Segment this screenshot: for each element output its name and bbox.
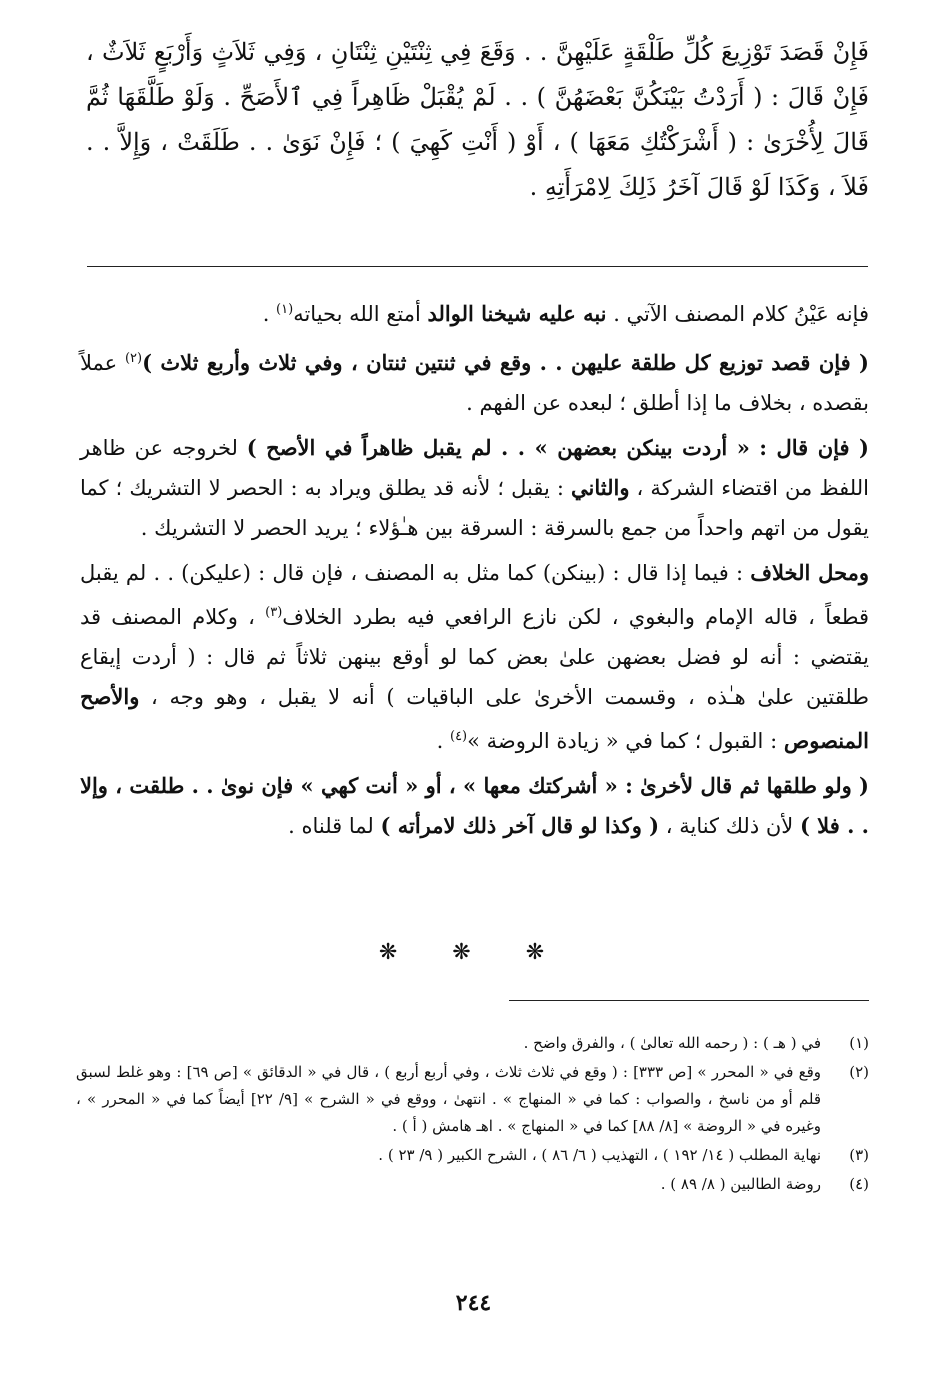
section-separator-stars: ❋ ❋ ❋ bbox=[378, 940, 569, 965]
emphasis: ومحل الخلاف bbox=[750, 560, 870, 585]
footnote-text: روضة الطالبين ( ٨/ ٨٩ ) . bbox=[660, 1175, 821, 1193]
footnote-item bbox=[76, 1142, 869, 1169]
commentary-block bbox=[80, 290, 869, 851]
commentary-paragraph-4: ومحل الخلاف : فيما إذا قال : (بينكن) كما مثل به المصنف ، فإن قال : (عليكن) . . لم يقبل قطعاً ، قاله الإمام والبغوي ، لكن نازع الرافعي فيه بطرد الخلاف$^{(٣)}$ ، وكلام المصنف قد يقتضي : أنه لو فضل بعضهن علىٰ بعض كما لو أوقع بينهن ثلاثاً ثم قال : ( أردت إيقاع طلقتين علىٰ هـٰذه ، وقسمت الأخرىٰ على الباقيات ) أنه لا يقبل ، وهو وجه ، والأصح المنصوص : القبول ؛ كما في « زيادة الروضة »$^{(٤)}$ . bbox=[80, 560, 870, 753]
main-text-block bbox=[86, 30, 869, 210]
footnotes-block bbox=[76, 1030, 869, 1200]
footnote-number: (٣) bbox=[849, 1146, 869, 1164]
footnotes-divider bbox=[509, 1000, 869, 1001]
footnote-ref-3[interactable]: (٣) bbox=[265, 605, 283, 620]
quoted-matn: ( ولو طلقها ثم قال لأخرىٰ : « أشركتك معها » ، أو « أنت كهي » فإن نوىٰ . . طلقت ، وإلا . . فلا ) bbox=[80, 773, 869, 838]
page-number: ٢٤٤ bbox=[455, 1290, 492, 1316]
footnote-item bbox=[76, 1171, 869, 1198]
footnote-ref-4[interactable]: (٤) bbox=[449, 729, 468, 744]
emphasis: والثاني bbox=[571, 475, 630, 500]
footnote-number: (٢) bbox=[849, 1063, 869, 1081]
commentary-paragraph-2: ( فإن قصد توزيع كل طلقة عليهن . . وقع في ثنتين ثنتان ، وفي ثلاث وأربع ثلاث )$^{(٢)}$ عملاً بقصده ، بخلاف ما إذا أطلق ؛ لبعده عن الفهم . bbox=[80, 350, 869, 415]
footnote-text: في ( هـ ) : ( رحمه الله تعالىٰ ) ، والفرق واضح . bbox=[523, 1034, 821, 1052]
footnote-item bbox=[76, 1059, 869, 1140]
commentary-paragraph-5: ( ولو طلقها ثم قال لأخرىٰ : « أشركتك معها » ، أو « أنت كهي » فإن نوىٰ . . طلقت ، وإلا . . فلا ) لأن ذلك كناية ، ( وكذا لو قال آخر ذلك لامرأته ) لما قلناه . bbox=[80, 773, 869, 838]
emphasis: والأصح المنصوص bbox=[80, 684, 869, 753]
footnote-ref-2[interactable]: (٢) bbox=[124, 351, 143, 366]
footnote-text: وقع في « المحرر » [ص ٣٣٣] : ( وقع في ثلاث ثلاث ، وفي أربع أربع ) ، قال في « الدقائق » [ص ٦٩] : وهو غلط لسبق قلم أو من ناسخ ، والصواب : كما في « المنهاج » . انتهىٰ ، ووقع في « الشرح » [٩/ ٢٢] أيضاً كما في « المحرر » ، وغيره في « الروضة » [٨/ ٨٨] كما في « المنهاج » . اهـ هامش ( أ ) . bbox=[76, 1063, 821, 1135]
footnote-text: نهاية المطلب ( ١٤/ ١٩٢ ) ، التهذيب ( ٦/ ٨٦ ) ، الشرح الكبير ( ٩/ ٢٣ ) . bbox=[378, 1146, 821, 1164]
footnote-ref-1[interactable]: (١) bbox=[276, 302, 294, 317]
commentary-paragraph-1: فإنه عَيْنُ كلام المصنف الآتي . نبه عليه شيخنا الوالد أمتع الله بحياته$^{(١)}$ . bbox=[262, 301, 869, 326]
quoted-matn: ( فإن قصد توزيع كل طلقة عليهن . . وقع في ثنتين ثنتان ، وفي ثلاث وأربع ثلاث ) bbox=[142, 350, 869, 375]
quoted-matn: ( وكذا لو قال آخر ذلك لامرأته ) bbox=[380, 813, 660, 838]
commentary-paragraph-3: ( فإن قال : « أردت بينكن بعضهن » . . لم يقبل ظاهراً في الأصح ) لخروجه عن ظاهر اللفظ من اقتضاء الشركة ، والثاني : يقبل ؛ لأنه قد يطلق ويراد به : الحصر لا التشريك ؛ كما يقول من اتهم واحداً من جمع بالسرقة : السرقة بين هـٰؤلاء ؛ يريد الحصر لا التشريك . bbox=[80, 435, 869, 540]
quoted-matn: ( فإن قال : « أردت بينكن بعضهن » . . لم يقبل ظاهراً في الأصح ) bbox=[246, 435, 869, 460]
emphasis: نبه عليه شيخنا الوالد bbox=[427, 301, 607, 326]
footnote-number: (٤) bbox=[849, 1175, 869, 1193]
footnote-item bbox=[76, 1030, 869, 1057]
footnote-number: (١) bbox=[849, 1034, 869, 1052]
main-text: فَإِنْ قَصَدَ تَوْزِيعَ كُلِّ طَلْقَةٍ عَلَيْهِنَّ . . وَقَعَ فِي ثِنْتَيْنِ ثِنْتَانِ ، وَفِي ثَلاَثٍ وَأَرْبَعٍ ثَلاَثٌ ، فَإِنْ قَالَ : ( أَرَدْتُ بَيْنَكُنَّ بَعْضَهُنَّ ) . . لَمْ يُقْبَلْ ظَاهِراً فِي ٱلأَصَحِّ . وَلَوْ طَلَّقَهَا ثُمَّ قَالَ لِأُخْرَىٰ : ( أَشْرَكْتُكِ مَعَهَا ) ، أَوْ ( أَنْتِ كَهِيَ ) ؛ فَإِنْ نَوَىٰ . . طَلَقَتْ ، وَإِلاَّ . . فَلاَ ، وَكَذَا لَوْ قَالَ آخَرُ ذَلِكَ لِامْرَأَتِهِ . bbox=[86, 38, 869, 201]
main-text-divider bbox=[87, 266, 868, 267]
